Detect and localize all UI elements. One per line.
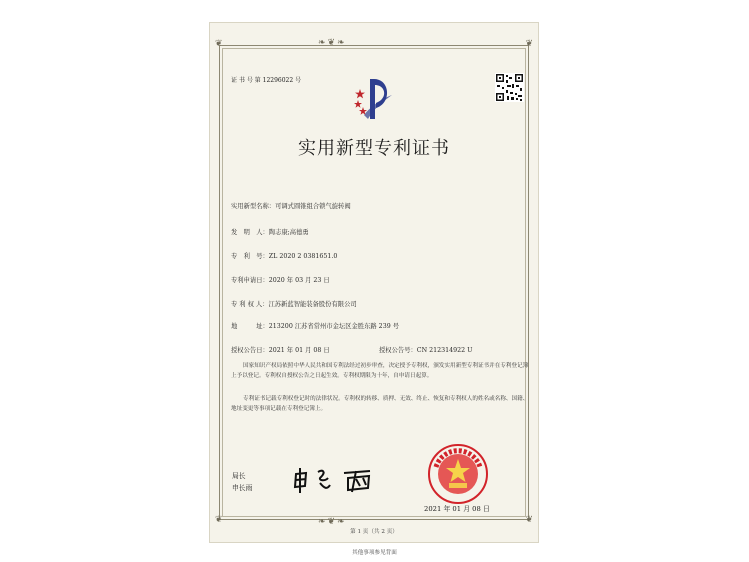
bottom-ornament-icon: ❧❦❧ <box>318 517 347 527</box>
patent-certificate <box>209 22 539 543</box>
certificate-number: 证 书 号 第 12296022 号 <box>231 77 302 84</box>
corner-ornament-icon: ❦ <box>525 39 533 49</box>
field-patentee <box>231 299 357 308</box>
field-value: 陶志康;高德勇 <box>268 229 309 236</box>
field-grant-date <box>231 345 330 354</box>
field-label: 专 利 号： <box>231 253 269 260</box>
field-grant-number <box>379 345 472 354</box>
seal-date: 2021 年 01 月 08 日 <box>424 505 490 513</box>
director-name: 申长雨 <box>232 484 253 492</box>
qr-code-icon <box>495 73 524 102</box>
field-label: 实用新型名称： <box>231 203 276 210</box>
legal-statement: 专利证书记载专利权登记时的法律状况。专利权的转移、质押、无效、终止、恢复和专利权人的姓名或名称、国籍、地址变更等事项记载在专利登记簿上。 <box>231 396 529 412</box>
field-label: 地 址： <box>231 323 269 330</box>
field-label: 授权公告日： <box>231 347 269 354</box>
field-address <box>231 321 399 330</box>
field-label: 授权公告号： <box>379 347 417 354</box>
corner-ornament-icon: ❦ <box>525 515 533 525</box>
field-value: 江苏新蓝智能装备股份有限公司 <box>268 301 357 308</box>
page-info: 第 1 页（共 2 页） <box>350 529 398 535</box>
field-utility-model-name <box>231 201 351 210</box>
top-ornament-icon: ❧❦❧ <box>318 38 347 48</box>
cnipa-emblem-icon <box>352 75 398 123</box>
field-label: 专 利 权 人： <box>231 301 269 308</box>
field-value: 2020 年 03 月 23 日 <box>268 277 330 284</box>
grant-statement: 国家知识产权局依照中华人民共和国专利法经过初步审查，决定授予专利权，颁发实用新型专利证书并在专利登记簿上予以登记。专利权自授权公告之日起生效。专利权期限为十年，自申请日起算。 <box>231 363 529 379</box>
corner-ornament-icon: ❦ <box>215 515 223 525</box>
field-label: 专利申请日： <box>231 277 269 284</box>
field-value: 可调式圆锥组合锁气旋转阀 <box>275 203 351 210</box>
official-seal-icon <box>427 443 489 505</box>
field-application-date <box>231 275 330 284</box>
field-value: 213200 江苏省常州市金坛区金胜东路 239 号 <box>268 323 399 330</box>
director-signature <box>290 466 380 494</box>
field-inventor <box>231 227 309 236</box>
director-title: 局长 <box>232 472 246 480</box>
field-value: ZL 2020 2 0381651.0 <box>268 253 338 260</box>
field-patent-number <box>231 251 337 260</box>
field-value: 2021 年 01 月 08 日 <box>268 347 330 354</box>
field-label: 发 明 人： <box>231 229 269 236</box>
field-value: CN 212314922 U <box>416 347 473 354</box>
back-note: 其他事项参见背面 <box>352 550 397 556</box>
corner-ornament-icon: ❦ <box>215 39 223 49</box>
certificate-title: 实用新型专利证书 <box>298 138 450 159</box>
